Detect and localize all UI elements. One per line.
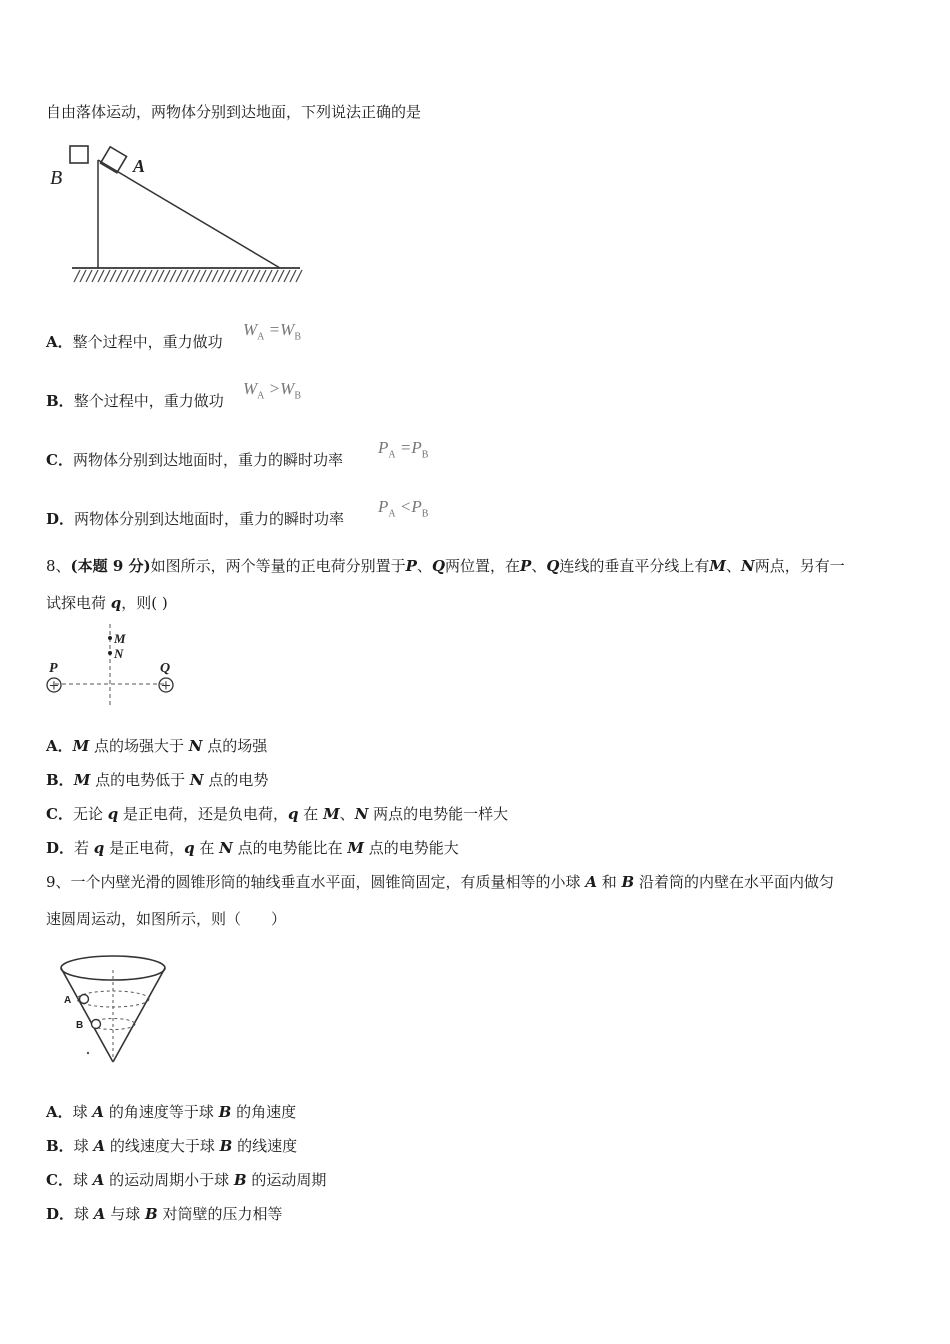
q7-formula-d: $P_A <P_B$ bbox=[378, 497, 429, 520]
text-run: 如图所示，两个等量的正电荷分别置于 bbox=[150, 557, 406, 575]
hatch-line bbox=[248, 270, 254, 282]
hatch-line bbox=[230, 270, 236, 282]
variable: N bbox=[189, 771, 204, 789]
ground-hatching bbox=[74, 270, 302, 282]
q9-stem-line2 bbox=[46, 909, 286, 929]
variable: q bbox=[107, 805, 119, 823]
variable: M bbox=[347, 839, 364, 857]
hatch-line bbox=[92, 270, 98, 282]
variable: A bbox=[92, 1171, 105, 1189]
q8-fig-label-p: P bbox=[49, 661, 58, 676]
variable: A bbox=[92, 1103, 105, 1121]
q7-stem: 自由落体运动，两物体分别到达地面，下列说法正确的是 bbox=[46, 103, 422, 121]
hatch-line bbox=[296, 270, 302, 282]
text-run: 、 bbox=[726, 557, 742, 575]
hatch-line bbox=[188, 270, 194, 282]
q7-formula-b: $W_A >W_B$ bbox=[243, 379, 301, 402]
text-run: 的角速度等于球 bbox=[104, 1103, 219, 1121]
text-run: 的运动周期小于球 bbox=[104, 1171, 234, 1189]
hatch-line bbox=[236, 270, 242, 282]
variable: q bbox=[110, 594, 122, 612]
variable: A bbox=[93, 1137, 106, 1155]
text-run: 、 bbox=[416, 557, 432, 575]
text-run: 点的场强大于 bbox=[89, 737, 189, 755]
hatch-line bbox=[122, 270, 128, 282]
hatch-line bbox=[146, 270, 152, 282]
text-run: 对筒壁的压力相等 bbox=[157, 1205, 283, 1223]
q7-option-d[interactable]: D．两物体分别到达地面时，重力的瞬时功率 bbox=[46, 510, 345, 528]
q8-fig-label-q: Q bbox=[160, 661, 171, 676]
variable: M bbox=[72, 737, 90, 755]
text-run: 点的电势能比在 bbox=[232, 839, 348, 857]
hatch-line bbox=[200, 270, 206, 282]
hatch-line bbox=[74, 270, 80, 282]
hatch-line bbox=[128, 270, 134, 282]
variable: N bbox=[354, 805, 369, 823]
hatch-line bbox=[278, 270, 284, 282]
hatch-line bbox=[290, 270, 296, 282]
charge-q-plus: + bbox=[160, 678, 172, 694]
variable: B bbox=[233, 1171, 247, 1189]
text-run: ，则( ) bbox=[121, 594, 168, 612]
q8-option-a[interactable]: A．M 点的场强大于 N 点的场强 bbox=[46, 737, 268, 755]
text-run: 在 bbox=[194, 839, 220, 857]
q8-fig-label-m: M bbox=[114, 631, 126, 646]
q8-fig-label-n: N bbox=[114, 646, 124, 661]
q9-option-c[interactable]: C．球 A 的运动周期小于球 B 的运动周期 bbox=[46, 1171, 327, 1189]
variable: N bbox=[188, 737, 203, 755]
text-run: 球 bbox=[72, 1171, 93, 1189]
text-run: 沿着筒的内壁在水平面内做匀 bbox=[634, 873, 834, 891]
hatch-line bbox=[212, 270, 218, 282]
scan-dot bbox=[87, 1052, 89, 1054]
q7-figure-incline bbox=[44, 140, 304, 290]
hatch-line bbox=[218, 270, 224, 282]
text-run: 连线的垂直平分线上有 bbox=[559, 557, 710, 575]
text-run: 点的电势低于 bbox=[90, 771, 190, 789]
variable: N bbox=[741, 557, 755, 575]
variable: N bbox=[219, 839, 233, 857]
variable: P bbox=[405, 557, 417, 575]
q8-stem-line1: 8、(本题 9 分)如图所示，两个等量的正电荷分别置于P、Q两位置，在P、Q连线的垂直平分线上有M、N两点，另有一 bbox=[46, 557, 845, 575]
ball-a bbox=[80, 995, 89, 1004]
point-n bbox=[108, 651, 112, 655]
hatch-line bbox=[260, 270, 266, 282]
text-run: 球 bbox=[73, 1137, 94, 1155]
q9-option-a[interactable]: A．球 A 的角速度等于球 B 的角速度 bbox=[46, 1103, 297, 1121]
variable: B bbox=[218, 1103, 232, 1121]
q7-option-c[interactable]: C．两物体分别到达地面时，重力的瞬时功率 bbox=[46, 451, 343, 469]
q7-fig-label-b: B bbox=[50, 167, 63, 189]
hatch-line bbox=[158, 270, 164, 282]
text-run: 若 bbox=[74, 839, 94, 857]
q8-figure-charges bbox=[40, 624, 190, 714]
text-run: 球 bbox=[72, 1103, 93, 1121]
text-run: 两点，另有一 bbox=[754, 557, 845, 575]
q9-fig-label-a: A bbox=[64, 995, 72, 1006]
variable: q bbox=[93, 839, 105, 857]
text-run: 与球 bbox=[105, 1205, 145, 1223]
hatch-line bbox=[194, 270, 200, 282]
q9-option-b[interactable]: B．球 A 的线速度大于球 B 的线速度 bbox=[46, 1137, 298, 1155]
hatch-line bbox=[164, 270, 170, 282]
text-run: 的线速度大于球 bbox=[105, 1137, 220, 1155]
variable: M bbox=[709, 557, 727, 575]
text-run: 是正电荷， bbox=[104, 839, 185, 857]
variable: q bbox=[288, 805, 299, 823]
ball-b bbox=[92, 1020, 101, 1029]
variable: B bbox=[621, 873, 635, 891]
hatch-line bbox=[152, 270, 158, 282]
variable: P bbox=[520, 557, 532, 575]
q7-fig-label-a: A bbox=[133, 156, 146, 176]
text-run: 、 bbox=[339, 805, 355, 823]
variable: A bbox=[93, 1205, 106, 1223]
hatch-line bbox=[272, 270, 278, 282]
text-run: 一个内壁光滑的圆锥形筒的轴线垂直水平面，圆锥筒固定，有质量相等的小球 bbox=[70, 873, 586, 891]
q9-option-d[interactable]: D．球 A 与球 B 对筒壁的压力相等 bbox=[46, 1205, 283, 1223]
text-run: 两位置，在 bbox=[445, 557, 521, 575]
text-run: 球 bbox=[74, 1205, 94, 1223]
hatch-line bbox=[98, 270, 104, 282]
q8-stem-line2 bbox=[46, 593, 168, 613]
variable: B bbox=[144, 1205, 158, 1223]
variable: M bbox=[323, 805, 340, 823]
point-m bbox=[108, 636, 112, 640]
text-run: 速圆周运动，如图所示，则（ ） bbox=[46, 910, 287, 928]
q9-stem-line1: 9、一个内壁光滑的圆锥形筒的轴线垂直水平面，圆锥筒固定，有质量相等的小球 A 和 B 沿着筒的内壁在水平面内做匀 bbox=[46, 873, 834, 891]
variable: M bbox=[73, 771, 91, 789]
text-run: 无论 bbox=[72, 805, 108, 823]
text-run: 的运动周期 bbox=[246, 1171, 327, 1189]
hatch-line bbox=[86, 270, 92, 282]
hatch-line bbox=[134, 270, 140, 282]
text-run: 两点的电势能一样大 bbox=[368, 805, 509, 823]
hatch-line bbox=[284, 270, 290, 282]
text-run: 点的电势 bbox=[203, 771, 269, 789]
text-run: 、 bbox=[531, 557, 547, 575]
hatch-line bbox=[266, 270, 272, 282]
text-run: 试探电荷 bbox=[46, 594, 111, 612]
q9-figure-cone bbox=[50, 944, 190, 1074]
q8-option-b[interactable]: B．M 点的电势低于 N 点的电势 bbox=[46, 771, 269, 789]
text-run: 点的电势能大 bbox=[364, 839, 459, 857]
hatch-line bbox=[224, 270, 230, 282]
hatch-line bbox=[242, 270, 248, 282]
hatch-line bbox=[80, 270, 86, 282]
q7-option-b[interactable]: B．整个过程中，重力做功 bbox=[46, 392, 224, 410]
charge-p-plus: + bbox=[48, 678, 60, 694]
text-run: 是正电荷，还是负电荷， bbox=[118, 805, 289, 823]
text-run: 和 bbox=[596, 873, 622, 891]
variable: q bbox=[184, 839, 195, 857]
text-run: 的线速度 bbox=[232, 1137, 298, 1155]
hatch-line bbox=[170, 270, 176, 282]
hatch-line bbox=[104, 270, 110, 282]
hatch-line bbox=[176, 270, 182, 282]
hatch-line bbox=[182, 270, 188, 282]
q7-formula-a: $W_A =W_B$ bbox=[243, 320, 301, 343]
text-run: 的角速度 bbox=[231, 1103, 297, 1121]
block-b bbox=[70, 146, 88, 163]
q8-option-c[interactable]: C．无论 q 是正电荷，还是负电荷，q 在 M、N 两点的电势能一样大 bbox=[46, 805, 509, 823]
variable: Q bbox=[546, 557, 560, 575]
hatch-line bbox=[140, 270, 146, 282]
q8-option-d[interactable]: D．若 q 是正电荷，q 在 N 点的电势能比在 M 点的电势能大 bbox=[46, 839, 459, 857]
hatch-line bbox=[116, 270, 122, 282]
hatch-line bbox=[206, 270, 212, 282]
text-run: 在 bbox=[298, 805, 324, 823]
text-run: 点的场强 bbox=[202, 737, 268, 755]
q9-fig-label-b: B bbox=[76, 1020, 84, 1031]
q7-option-a[interactable]: A．整个过程中，重力做功 bbox=[46, 333, 223, 351]
hatch-line bbox=[254, 270, 260, 282]
variable: Q bbox=[431, 557, 446, 575]
hatch-line bbox=[110, 270, 116, 282]
q7-formula-c: $P_A =P_B$ bbox=[378, 438, 429, 461]
variable: B bbox=[219, 1137, 233, 1155]
variable: A bbox=[585, 873, 597, 891]
